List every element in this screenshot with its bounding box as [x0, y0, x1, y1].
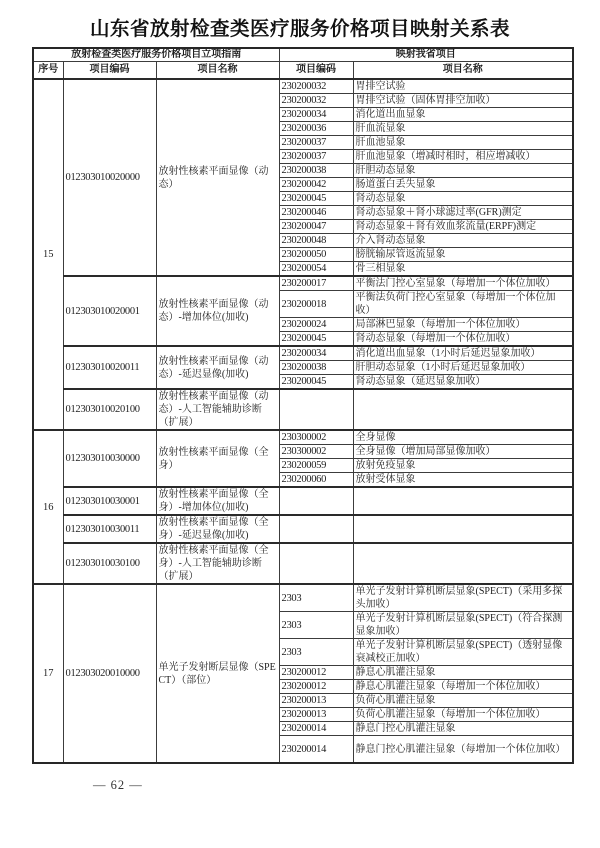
- map-name-cell: [353, 389, 573, 430]
- map-name-cell: 单光子发射计算机断层显象(SPECT)（符合探测显象加收）: [353, 612, 573, 639]
- column-header-row: [33, 62, 573, 80]
- map-name-cell: 肠道蛋白丢失显象: [353, 178, 573, 192]
- table-row: [33, 487, 573, 515]
- guide-code-cell: 012303010030001: [63, 487, 156, 515]
- map-code-cell: 230200032: [279, 79, 353, 94]
- map-name-cell: 局部淋巴显象（每增加一个体位加收）: [353, 318, 573, 332]
- map-code-cell: 2303: [279, 584, 353, 612]
- map-code-cell: 230200050: [279, 248, 353, 262]
- map-name-cell: 介入肾动态显象: [353, 234, 573, 248]
- map-name-cell: 胃排空试验（固体胃排空加收）: [353, 94, 573, 108]
- section-header-row: [33, 48, 573, 62]
- map-name-cell: 平衡法负荷门控心室显象（每增加一个体位加收）: [353, 291, 573, 318]
- map-name-cell: 膀胱输尿管返流显象: [353, 248, 573, 262]
- map-code-cell: 230200012: [279, 666, 353, 680]
- guide-name-cell: 单光子发射断层显像（SPECT）（部位）: [156, 584, 279, 763]
- table-header: [33, 48, 573, 79]
- guide-code-cell: 012303010020011: [63, 346, 156, 389]
- map-name-cell: [353, 487, 573, 515]
- map-code-cell: 230200036: [279, 122, 353, 136]
- col-header-seq: 序号: [33, 62, 63, 80]
- map-code-cell: 230200034: [279, 108, 353, 122]
- map-code-cell: 230200054: [279, 262, 353, 277]
- map-name-cell: 肝血池显象: [353, 136, 573, 150]
- map-code-cell: 230200038: [279, 361, 353, 375]
- map-code-cell: 230200037: [279, 150, 353, 164]
- map-code-cell: 230200017: [279, 276, 353, 291]
- guide-section-header: 放射检查类医疗服务价格项目立项指南: [33, 48, 279, 62]
- map-code-cell: [279, 515, 353, 543]
- guide-name-cell: 放射性核素平面显像（动态）: [156, 79, 279, 276]
- map-name-cell: 静息门控心肌灌注显象: [353, 722, 573, 736]
- map-code-cell: [279, 389, 353, 430]
- seq-cell: 17: [33, 584, 63, 763]
- guide-code-cell: 012303020010000: [63, 584, 156, 763]
- map-name-cell: 静息门控心肌灌注显象（每增加一个体位加收）: [353, 736, 573, 764]
- map-code-cell: 230200032: [279, 94, 353, 108]
- map-name-cell: 静息心肌灌注显象: [353, 666, 573, 680]
- map-code-cell: 230200047: [279, 220, 353, 234]
- map-name-cell: [353, 543, 573, 584]
- map-name-cell: 单光子发射计算机断层显象(SPECT)（采用多探头加收）: [353, 584, 573, 612]
- map-code-cell: 230200014: [279, 722, 353, 736]
- page-number: — 62 —: [93, 778, 143, 792]
- map-name-cell: 负荷心肌灌注显象（每增加一个体位加收）: [353, 708, 573, 722]
- map-name-cell: 放射免疫显象: [353, 459, 573, 473]
- table-row: [33, 543, 573, 584]
- map-code-cell: [279, 543, 353, 584]
- map-code-cell: 230200038: [279, 164, 353, 178]
- col-header-guide-code: 项目编码: [63, 62, 156, 80]
- map-name-cell: 肾动态显象: [353, 192, 573, 206]
- map-name-cell: 平衡法门控心室显象（每增加一个体位加收）: [353, 276, 573, 291]
- seq-cell: 15: [33, 79, 63, 430]
- map-code-cell: 2303: [279, 639, 353, 666]
- table-row: [33, 276, 573, 291]
- guide-code-cell: 012303010020100: [63, 389, 156, 430]
- map-name-cell: 肾动态显象＋肾小球滤过率(GFR)测定: [353, 206, 573, 220]
- map-name-cell: 消化道出血显象: [353, 108, 573, 122]
- table-row: [33, 515, 573, 543]
- map-name-cell: 肝胆动态显象（1小时后延迟显象加收）: [353, 361, 573, 375]
- map-code-cell: 230200060: [279, 473, 353, 488]
- map-code-cell: 230200048: [279, 234, 353, 248]
- guide-name-cell: 放射性核素平面显像（动态）-增加体位(加收): [156, 276, 279, 346]
- map-name-cell: 全身显像（增加局部显像加收）: [353, 445, 573, 459]
- col-header-guide-name: 项目名称: [156, 62, 279, 80]
- map-code-cell: 230200045: [279, 192, 353, 206]
- map-code-cell: 230200013: [279, 708, 353, 722]
- guide-name-cell: 放射性核素平面显像（全身）-人工智能辅助诊断（扩展）: [156, 543, 279, 584]
- map-name-cell: 单光子发射计算机断层显象(SPECT)（透射显像衰减校正加收）: [353, 639, 573, 666]
- map-name-cell: 静息心肌灌注显象（每增加一个体位加收）: [353, 680, 573, 694]
- guide-name-cell: 放射性核素平面显像（全身）: [156, 430, 279, 487]
- map-code-cell: 230200018: [279, 291, 353, 318]
- map-name-cell: 肝血流显象: [353, 122, 573, 136]
- map-name-cell: 骨三相显象: [353, 262, 573, 277]
- guide-code-cell: 012303010020000: [63, 79, 156, 276]
- guide-name-cell: 放射性核素平面显像（全身）-增加体位(加收): [156, 487, 279, 515]
- guide-code-cell: 012303010030011: [63, 515, 156, 543]
- guide-name-cell: 放射性核素平面显像（全身）-延迟显像(加收): [156, 515, 279, 543]
- map-code-cell: 230200037: [279, 136, 353, 150]
- map-name-cell: 负荷心肌灌注显象: [353, 694, 573, 708]
- map-name-cell: 放射受体显象: [353, 473, 573, 488]
- map-name-cell: 肾动态显象（每增加一个体位加收）: [353, 332, 573, 347]
- guide-code-cell: 012303010030000: [63, 430, 156, 487]
- map-code-cell: 230200045: [279, 375, 353, 390]
- map-code-cell: 230200046: [279, 206, 353, 220]
- map-code-cell: 230200059: [279, 459, 353, 473]
- col-header-map-name: 项目名称: [353, 62, 573, 80]
- seq-cell: 16: [33, 430, 63, 584]
- map-name-cell: 肾动态显象（延迟显象加收）: [353, 375, 573, 390]
- map-code-cell: 2303: [279, 612, 353, 639]
- map-code-cell: 230200045: [279, 332, 353, 347]
- map-code-cell: 230300002: [279, 430, 353, 445]
- map-name-cell: 胃排空试验: [353, 79, 573, 94]
- guide-code-cell: 012303010020001: [63, 276, 156, 346]
- mapping-table: [32, 47, 574, 764]
- map-name-cell: 消化道出血显象（1小时后延迟显象加收）: [353, 346, 573, 361]
- map-name-cell: 肝血池显象（增减时相时，相应增减收）: [353, 150, 573, 164]
- map-name-cell: 肾动态显象＋肾有效血浆流量(ERPF)测定: [353, 220, 573, 234]
- map-code-cell: 230200014: [279, 736, 353, 764]
- guide-name-cell: 放射性核素平面显像（动态）-延迟显像(加收): [156, 346, 279, 389]
- table-row: [33, 79, 573, 94]
- guide-code-cell: 012303010030100: [63, 543, 156, 584]
- map-code-cell: 230200024: [279, 318, 353, 332]
- mapped-section-header: 映射我省项目: [279, 48, 573, 62]
- map-code-cell: 230200013: [279, 694, 353, 708]
- table-row: [33, 584, 573, 612]
- map-code-cell: 230200042: [279, 178, 353, 192]
- page-title: 山东省放射检查类医疗服务价格项目映射关系表: [89, 19, 510, 40]
- map-name-cell: 全身显像: [353, 430, 573, 445]
- table-row: [33, 389, 573, 430]
- map-name-cell: 肝胆动态显象: [353, 164, 573, 178]
- map-code-cell: 230200012: [279, 680, 353, 694]
- map-code-cell: [279, 487, 353, 515]
- table-row: [33, 430, 573, 445]
- table-row: [33, 346, 573, 361]
- map-code-cell: 230300002: [279, 445, 353, 459]
- guide-name-cell: 放射性核素平面显像（动态）-人工智能辅助诊断（扩展）: [156, 389, 279, 430]
- map-code-cell: 230200034: [279, 346, 353, 361]
- col-header-map-code: 项目编码: [279, 62, 353, 80]
- map-name-cell: [353, 515, 573, 543]
